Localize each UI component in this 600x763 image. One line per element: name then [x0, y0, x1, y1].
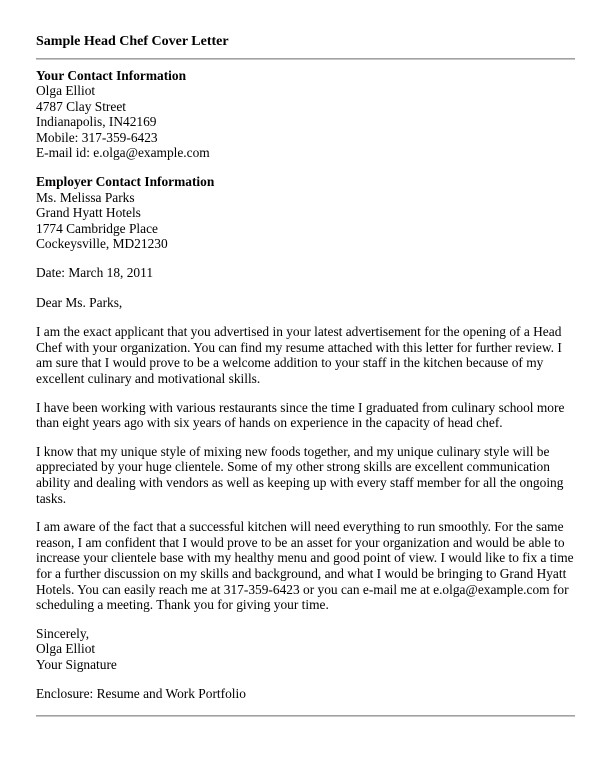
sender-street: 4787 Clay Street	[36, 98, 127, 114]
employer-company: Grand Hyatt Hotels	[36, 205, 141, 221]
employer-city: Cockeysville, MD21230	[36, 236, 168, 252]
body-paragraph-1: I am the exact applicant that you advertised in your latest advertisement for the opening of a Head Chef with your organization. You can find my resume attached with this letter for further review. I am sure that I would prove to be a welcome addition to your staff in the kitchen because of my excellent culinary and motivational skills.	[36, 324, 562, 387]
closing-block	[36, 626, 575, 672]
closing-name: Olga Elliot	[36, 641, 96, 657]
employer-street: 1774 Cambridge Place	[36, 220, 158, 236]
enclosure-line: Enclosure: Resume and Work Portfolio	[36, 686, 246, 701]
sender-mobile: Mobile: 317-359-6423	[36, 129, 158, 145]
body-paragraph-2: I have been working with various restaurants since the time I graduated from culinary school more than eight years ago with six years of hands on experience in the capacity of head chef.	[36, 399, 565, 431]
sender-city: Indianapolis, IN42169	[36, 114, 157, 130]
document-title: Sample Head Chef Cover Letter	[36, 34, 229, 49]
closing-salutation: Sincerely,	[36, 625, 90, 641]
closing-signature-placeholder: Your Signature	[36, 656, 117, 672]
salutation: Dear Ms. Parks,	[36, 294, 123, 310]
sender-name: Olga Elliot	[36, 83, 96, 99]
body-paragraph-3: I know that my unique style of mixing new foods together, and my unique culinary style will be appreciated by your huge clientele. Some of my other strong skills are excellent communication ability and dealing with vendors as well as keeping up with every staff member for all the ongoing tasks.	[36, 443, 564, 506]
employer-contact-name: Ms. Melissa Parks	[36, 189, 135, 205]
body-paragraph-4: I am aware of the fact that a successful kitchen will need everything to run smoothly. For the same reason, I am confident that I would prove to be an asset for your organization and would be able to increase your clientele base with my healthy menu and good point of view. I would like to fix a time for a further discussion on my skills and background, and what I would be bringing to Grand Hyatt Hotels. You can easily reach me at 317-359-6423 or you can e-mail me at e.olga@example.com for scheduling a meeting. Thank you for giving your time.	[36, 519, 574, 613]
date-line: Date: March 18, 2011	[36, 265, 154, 281]
sender-heading: Your Contact Information	[36, 68, 187, 83]
sender-contact-block	[36, 68, 575, 160]
employer-heading: Employer Contact Information	[36, 174, 215, 190]
employer-contact-block	[36, 174, 575, 251]
bottom-divider	[36, 715, 575, 717]
top-divider	[36, 58, 575, 60]
sender-email: E-mail id: e.olga@example.com	[36, 145, 210, 161]
